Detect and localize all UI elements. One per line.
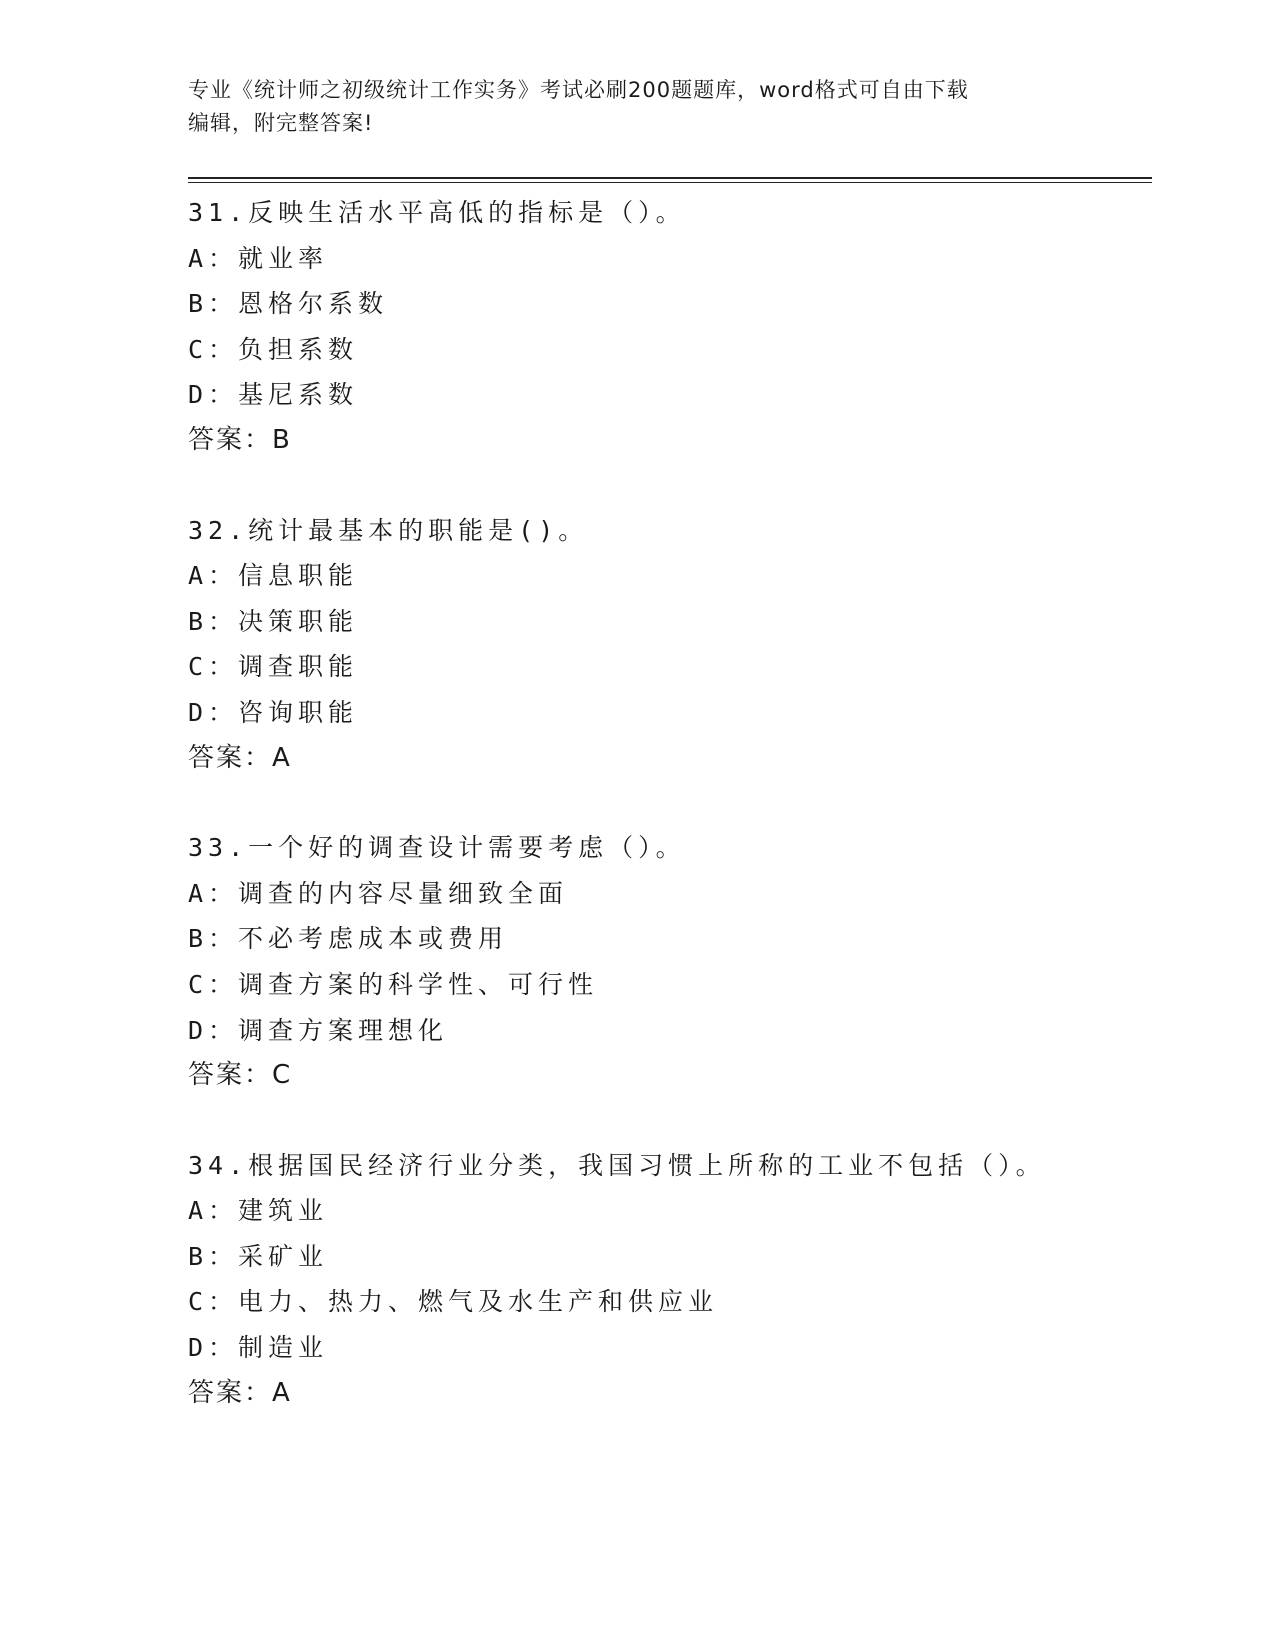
question-34 — [188, 1143, 1152, 1417]
option-b: B：决策职能 — [188, 606, 359, 636]
question-33 — [188, 825, 1152, 1099]
option-b: B：恩格尔系数 — [188, 289, 389, 319]
document-header — [188, 74, 1088, 140]
option-c: C：调查方案的科学性、可行性 — [188, 969, 599, 999]
option-a: A：就业率 — [188, 243, 329, 273]
answer: 答案：C — [188, 1060, 293, 1091]
header-divider-thin — [188, 182, 1152, 183]
option-b: B：采矿业 — [188, 1241, 329, 1271]
option-d: D：调查方案理想化 — [188, 1015, 449, 1045]
option-a: A：信息职能 — [188, 561, 359, 591]
question-31 — [188, 190, 1152, 464]
question-list — [188, 190, 1152, 1460]
option-c: C：调查职能 — [188, 652, 359, 682]
option-a: A：调查的内容尽量细致全面 — [188, 878, 569, 908]
header-line-1: 专业《统计师之初级统计工作实务》考试必刷200题题库，word格式可自由下载 — [188, 78, 969, 102]
question-stem: 32.统计最基本的职能是()。 — [188, 515, 589, 545]
option-b: B：不必考虑成本或费用 — [188, 924, 509, 954]
answer: 答案：A — [188, 742, 292, 773]
header-divider-thick — [188, 177, 1152, 179]
option-d: D：制造业 — [188, 1333, 329, 1363]
option-c: C：负担系数 — [188, 334, 359, 364]
question-stem: 34.根据国民经济行业分类，我国习惯上所称的工业不包括（）。 — [188, 1150, 1046, 1180]
option-d: D：咨询职能 — [188, 697, 359, 727]
question-32 — [188, 508, 1152, 782]
answer: 答案：B — [188, 424, 292, 455]
option-a: A：建筑业 — [188, 1196, 329, 1226]
option-c: C：电力、热力、燃气及水生产和供应业 — [188, 1287, 719, 1317]
header-line-2: 编辑，附完整答案! — [188, 111, 374, 135]
question-stem: 33.一个好的调查设计需要考虑（）。 — [188, 833, 686, 863]
question-stem: 31.反映生活水平高低的指标是（）。 — [188, 198, 686, 227]
answer: 答案：A — [188, 1377, 292, 1408]
option-d: D：基尼系数 — [188, 380, 359, 410]
